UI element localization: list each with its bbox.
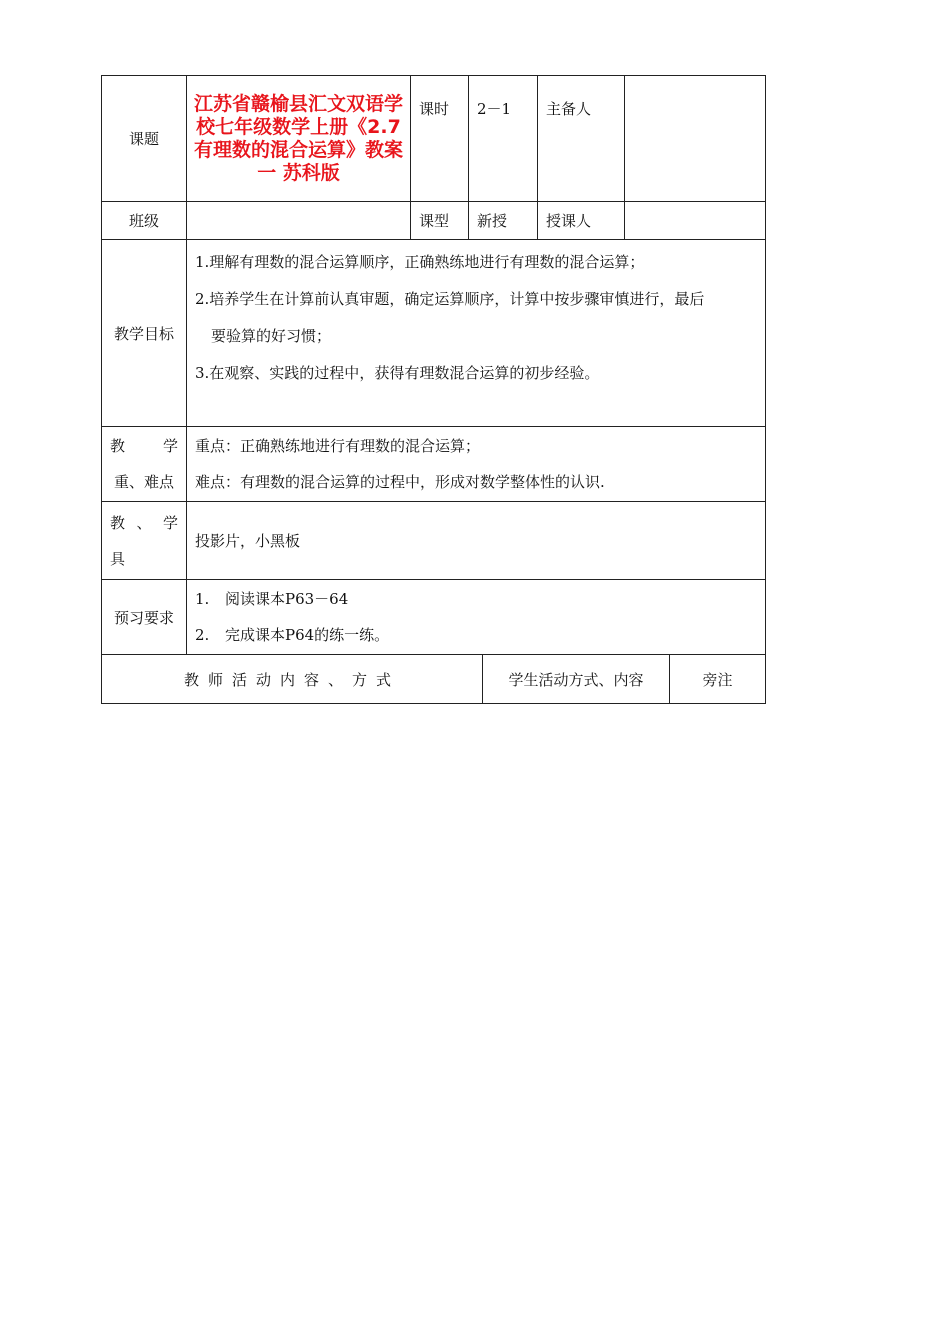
difficulty-text: 难点：有理数的混合运算的过程中，形成对数学整体性的认识.: [195, 473, 605, 491]
class-label: 班级: [102, 202, 187, 240]
key-points-label: [102, 427, 187, 502]
tools-label-char-1: 教: [110, 513, 126, 532]
key-points-row: [102, 427, 766, 502]
tools-label-line-2: 具: [110, 549, 126, 568]
goals-content: [187, 240, 766, 427]
preview-item-number: 2.: [195, 626, 210, 644]
preview-item-text: 阅读课本P63－64: [225, 590, 349, 608]
preview-content: [187, 580, 766, 655]
preview-item-text: 完成课本P64的练一练。: [225, 626, 390, 644]
preview-row: [102, 580, 766, 655]
tools-label-char-3: 学: [162, 513, 178, 532]
tools-label: [102, 502, 187, 580]
key-points-label-line-2: 重、难点: [113, 473, 174, 491]
preview-item-number: 1.: [195, 590, 210, 608]
tools-label-char-2: 、: [136, 513, 152, 532]
preparer-value: [625, 76, 766, 202]
type-value: 新授: [469, 202, 538, 240]
tools-value: 投影片，小黑板: [187, 502, 766, 580]
student-activity-header: 学生活动方式、内容: [483, 655, 670, 703]
class-value: [187, 202, 411, 240]
period-label: 课时: [411, 76, 469, 202]
preparer-label: 主备人: [538, 76, 625, 202]
goal-item-2-continued: 要验算的好习惯；: [211, 327, 332, 345]
teacher-label: 授课人: [538, 202, 625, 240]
goals-row: [102, 240, 766, 427]
lesson-title: 江苏省赣榆县汇文双语学校七年级数学上册《2.7有理数的混合运算》教案一 苏科版: [187, 76, 411, 202]
subject-label: 课题: [102, 76, 187, 202]
key-points-content: [187, 427, 766, 502]
teacher-activity-header: 教师活动内容、方式: [102, 655, 483, 703]
preview-label: 预习要求: [102, 580, 187, 655]
goals-label: 教学目标: [102, 240, 187, 427]
goal-item-3: 3.在观察、实践的过程中，获得有理数混合运算的初步经验。: [195, 364, 600, 382]
tools-row: [102, 502, 766, 580]
key-points-label-char-2: 学: [162, 437, 178, 455]
key-points-label-char-1: 教: [110, 437, 126, 455]
activity-header: [102, 655, 766, 704]
goal-item-2: 2.培养学生在计算前认真审题，确定运算顺序，计算中按步骤审慎进行，最后: [195, 290, 705, 308]
period-value: 2－1: [469, 76, 538, 202]
preview-item: [195, 581, 765, 617]
class-row: [102, 202, 766, 240]
type-label: 课型: [411, 202, 469, 240]
lesson-plan-table: [101, 75, 766, 704]
activity-header-row: [102, 655, 766, 704]
header-row: [102, 76, 766, 202]
focus-text: 重点：正确熟练地进行有理数的混合运算；: [195, 437, 481, 455]
notes-header: 旁注: [702, 670, 733, 689]
preview-item: [195, 617, 765, 653]
teacher-value: [625, 202, 766, 240]
goal-item-1: 1.理解有理数的混合运算顺序，正确熟练地进行有理数的混合运算；: [195, 253, 645, 271]
